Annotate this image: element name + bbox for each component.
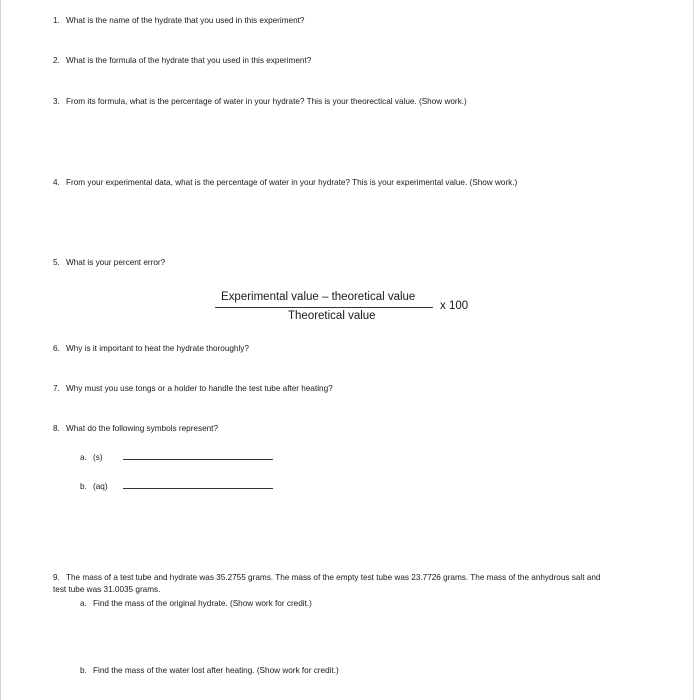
symbol-label: (aq) <box>93 482 108 491</box>
question-text: What is the name of the hydrate that you used in this experiment? <box>66 16 305 25</box>
q8-item-a: a. (s) <box>80 452 273 464</box>
question-text: What is the formula of the hydrate that you used in this experiment? <box>66 56 312 65</box>
part-text: Find the mass of the water lost after heating. (Show work for credit.) <box>93 666 339 675</box>
question-6: 6. Why is it important to heat the hydrate thoroughly? <box>53 344 249 353</box>
formula-denominator: Theoretical value <box>288 310 376 322</box>
formula-multiplier: x 100 <box>440 300 469 312</box>
fraction-bar <box>215 307 433 308</box>
question-text: From your experimental data, what is the percentage of water in your hydrate? This is your experimental value. (Show work.) <box>66 178 518 187</box>
question-9: 9. The mass of a test tube and hydrate was 35.2755 grams. The mass of the empty test tube was 23.7726 grams. The mass of the anhydrous salt and test tube was 31.0035 grams. <box>53 573 601 594</box>
question-8: 8. What do the following symbols represent? <box>53 424 219 433</box>
question-5: 5. What is your percent error? <box>53 258 166 267</box>
q9-part-b: b. Find the mass of the water lost after heating. (Show work for credit.) <box>80 666 339 675</box>
question-1: 1. What is the name of the hydrate that you used in this experiment? <box>53 16 305 25</box>
question-text: What is your percent error? <box>66 258 166 267</box>
symbol-label: (s) <box>93 453 103 462</box>
question-text: What do the following symbols represent? <box>66 424 219 433</box>
question-text: Why must you use tongs or a holder to handle the test tube after heating? <box>66 384 333 393</box>
q8-item-b: b. (aq) <box>80 481 273 493</box>
question-text: From its formula, what is the percentage of water in your hydrate? This is your theorectical value. (Show work.) <box>66 97 467 106</box>
question-7: 7. Why must you use tongs or a holder to handle the test tube after heating? <box>53 384 333 393</box>
question-2: 2. What is the formula of the hydrate that you used in this experiment? <box>53 56 312 65</box>
percent-error-formula <box>215 289 475 329</box>
question-3: 3. From its formula, what is the percentage of water in your hydrate? This is your theorectical value. (Show work.) <box>53 97 467 106</box>
question-text: Why is it important to heat the hydrate thoroughly? <box>66 344 249 353</box>
formula-numerator: Experimental value – theoretical value <box>221 291 416 303</box>
part-text: Find the mass of the original hydrate. (Show work for credit.) <box>93 599 312 608</box>
answer-blank[interactable] <box>123 458 273 460</box>
question-4: 4. From your experimental data, what is the percentage of water in your hydrate? This is your experimental value. (Show work.) <box>53 178 518 187</box>
q9-part-a: a. Find the mass of the original hydrate. (Show work for credit.) <box>80 599 312 608</box>
answer-blank[interactable] <box>123 487 273 489</box>
question-text: The mass of a test tube and hydrate was 35.2755 grams. The mass of the empty test tube was 23.7726 grams. The mass of the anhydrous salt and test tube was 31.0035 grams. <box>53 573 601 594</box>
